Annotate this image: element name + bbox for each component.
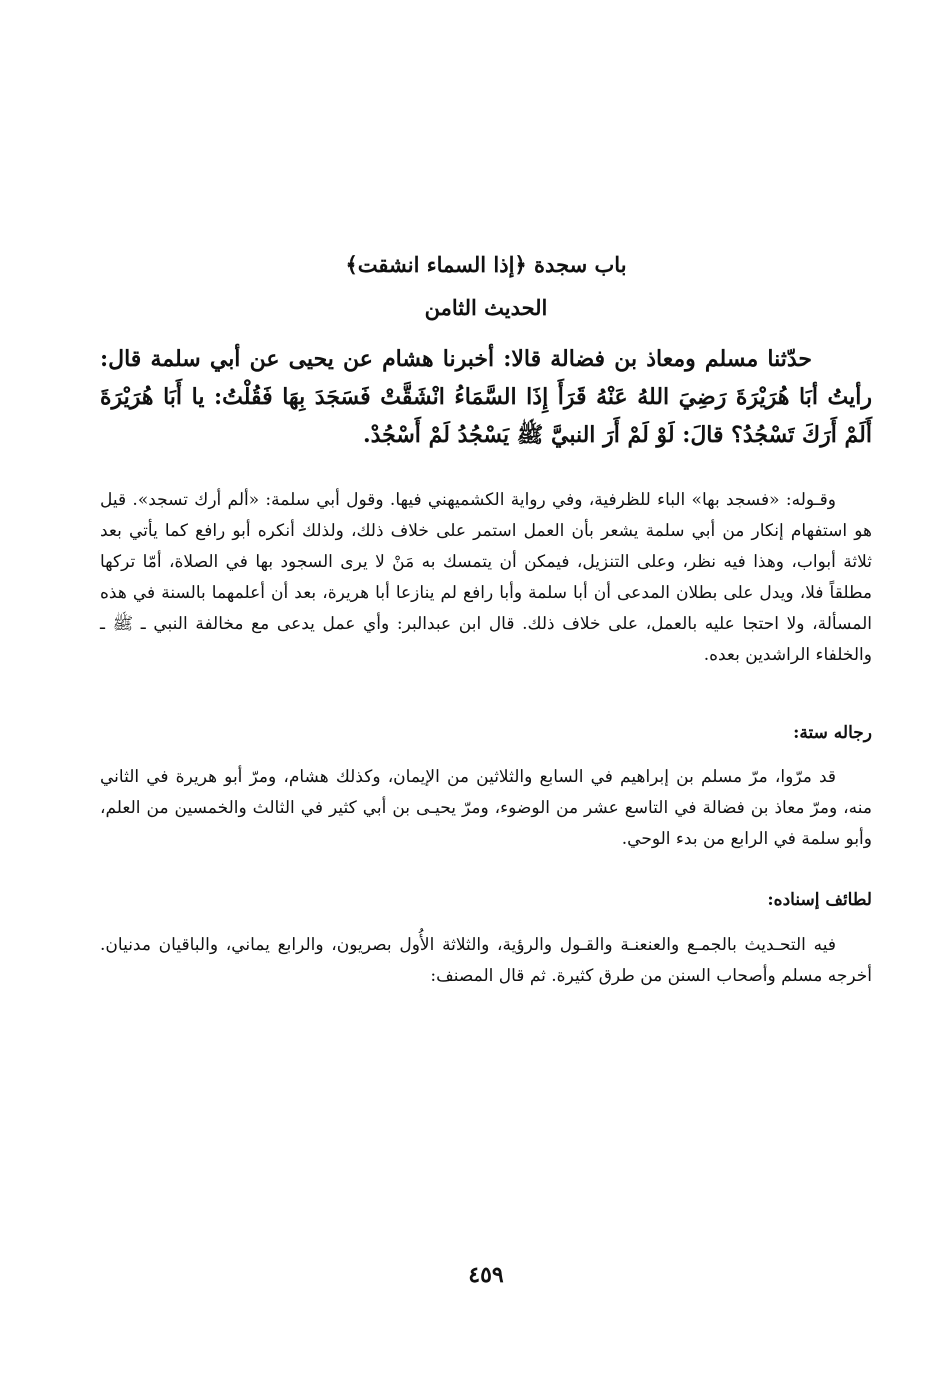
- rijal-heading: رجاله ستة:: [793, 723, 872, 743]
- hadith-text: حدّثنا مسلم ومعاذ بن فضالة قالا: أخبرنا هشام عن يحيى عن أبي سلمة قال: رأيتُ أبَا هُرَيْرَةَ رَضِيَ اللهُ عَنْهُ قَرَأَ إِذَا السَّمَاءُ انْشَقَّتْ فَسَجَدَ بِهَا فَقُلْتُ: يا أَبَا هُرَيْرَةَ أَلَمْ أَرَكَ تَسْجُدُ؟ قالَ: لَوْ لَمْ أَرَ النبيَّ ﷺ يَسْجُدُ لَمْ أَسْجُدْ.: [100, 346, 872, 448]
- hadith-title: الحديث الثامن: [424, 295, 548, 320]
- hadith-block: [100, 340, 872, 454]
- commentary-text: وقـوله: «فسجد بها» الباء للظرفية، وفي رواية الكشميهني فيها. وقول أبي سلمة: «ألم أرك تسجد». قيل هو استفهام إنكار من أبي سلمة يشعر بأن العمل استمر على خلاف ذلك، ولذلك أنكره أبو رافع كما يأتي بعد ثلاثة أبواب، وهذا فيه نظر، وعلى التنزيل، فيمكن أن يتمسك به مَنْ لا يرى السجود بها في الصلاة، أمّا تركها مطلقاً فلا، ويدل على بطلان المدعى أن أبا سلمة وأبا رافع لم ينازعا أبا هريرة، بعد أن أعلمهما بالسنة في هذه المسألة، ولا احتجا عليه بالعمل، على خلاف ذلك. قال ابن عبدالبر: وأي عمل يدعى مع مخالفة النبي ـ ﷺ ـ والخلفاء الراشدين بعده.: [100, 490, 872, 665]
- commentary-block: [100, 485, 872, 671]
- chapter-title: باب سجدة ﴿إذا السماء انشقت﴾: [345, 252, 627, 277]
- lataif-heading: لطائف إسناده:: [767, 890, 872, 910]
- page-number: ٤٥٩: [468, 1262, 504, 1288]
- rijal-block: [100, 762, 872, 855]
- lataif-text: فيه التحـديث بالجمـع والعنعنـة والقـول والرؤية، والثلاثة الأُول بصريون، والرابع يماني، والباقيان مدنيان. أخرجه مسلم وأصحاب السنن من طرق كثيرة. ثم قال المصنف:: [100, 935, 872, 986]
- rijal-text: قد مرّوا، مرّ مسلم بن إبراهيم في السابع والثلاثين من الإيمان، وكذلك هشام، ومرّ أبو هريرة في الثاني منه، ومرّ معاذ بن فضالة في التاسع عشر من الوضوء، ومرّ يحيـى بن أبي كثير في الثالث والخمسين من العلم، وأبو سلمة في الرابع من بدء الوحي.: [100, 767, 872, 849]
- lataif-block: [100, 930, 872, 992]
